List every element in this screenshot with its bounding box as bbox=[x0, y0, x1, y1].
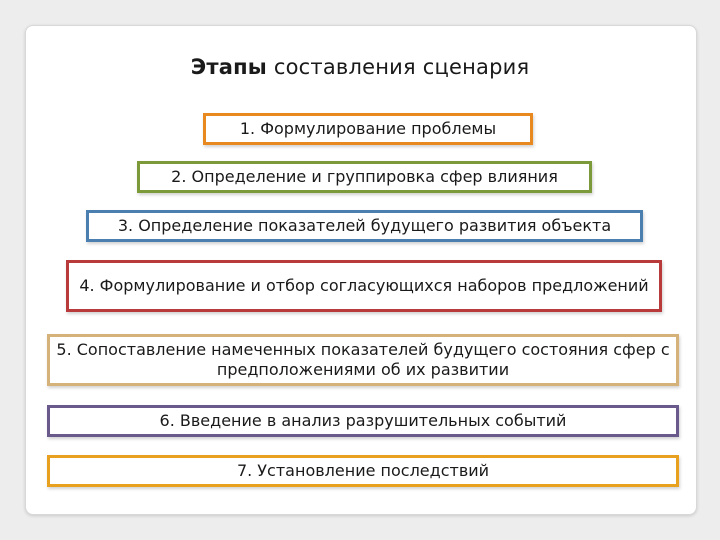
step-2-box bbox=[137, 161, 592, 193]
step-7-label: 7. Установление последствий bbox=[236, 461, 490, 480]
page-title bbox=[0, 55, 720, 79]
step-5-box bbox=[47, 334, 679, 386]
step-6-label: 6. Введение в анализ разрушительных событий bbox=[159, 411, 567, 430]
step-4-box bbox=[66, 260, 662, 312]
step-5-label: 5. Сопоставление намеченных показателей будущего состояния сфер с предположениями об их развитии bbox=[56, 340, 670, 379]
step-1-box bbox=[203, 113, 533, 145]
title-bold: Этапы bbox=[190, 55, 267, 79]
step-2-label: 2. Определение и группировка сфер влияния bbox=[171, 167, 558, 186]
step-3-label: 3. Определение показателей будущего развития объекта bbox=[117, 216, 612, 235]
step-6-box bbox=[47, 405, 679, 437]
title-rest: составления сценария bbox=[266, 55, 530, 79]
step-1-label: 1. Формулирование проблемы bbox=[239, 119, 497, 138]
step-3-box bbox=[86, 210, 643, 242]
step-7-box bbox=[47, 455, 679, 487]
step-4-label: 4. Формулирование и отбор согласующихся наборов предложений bbox=[79, 276, 649, 295]
